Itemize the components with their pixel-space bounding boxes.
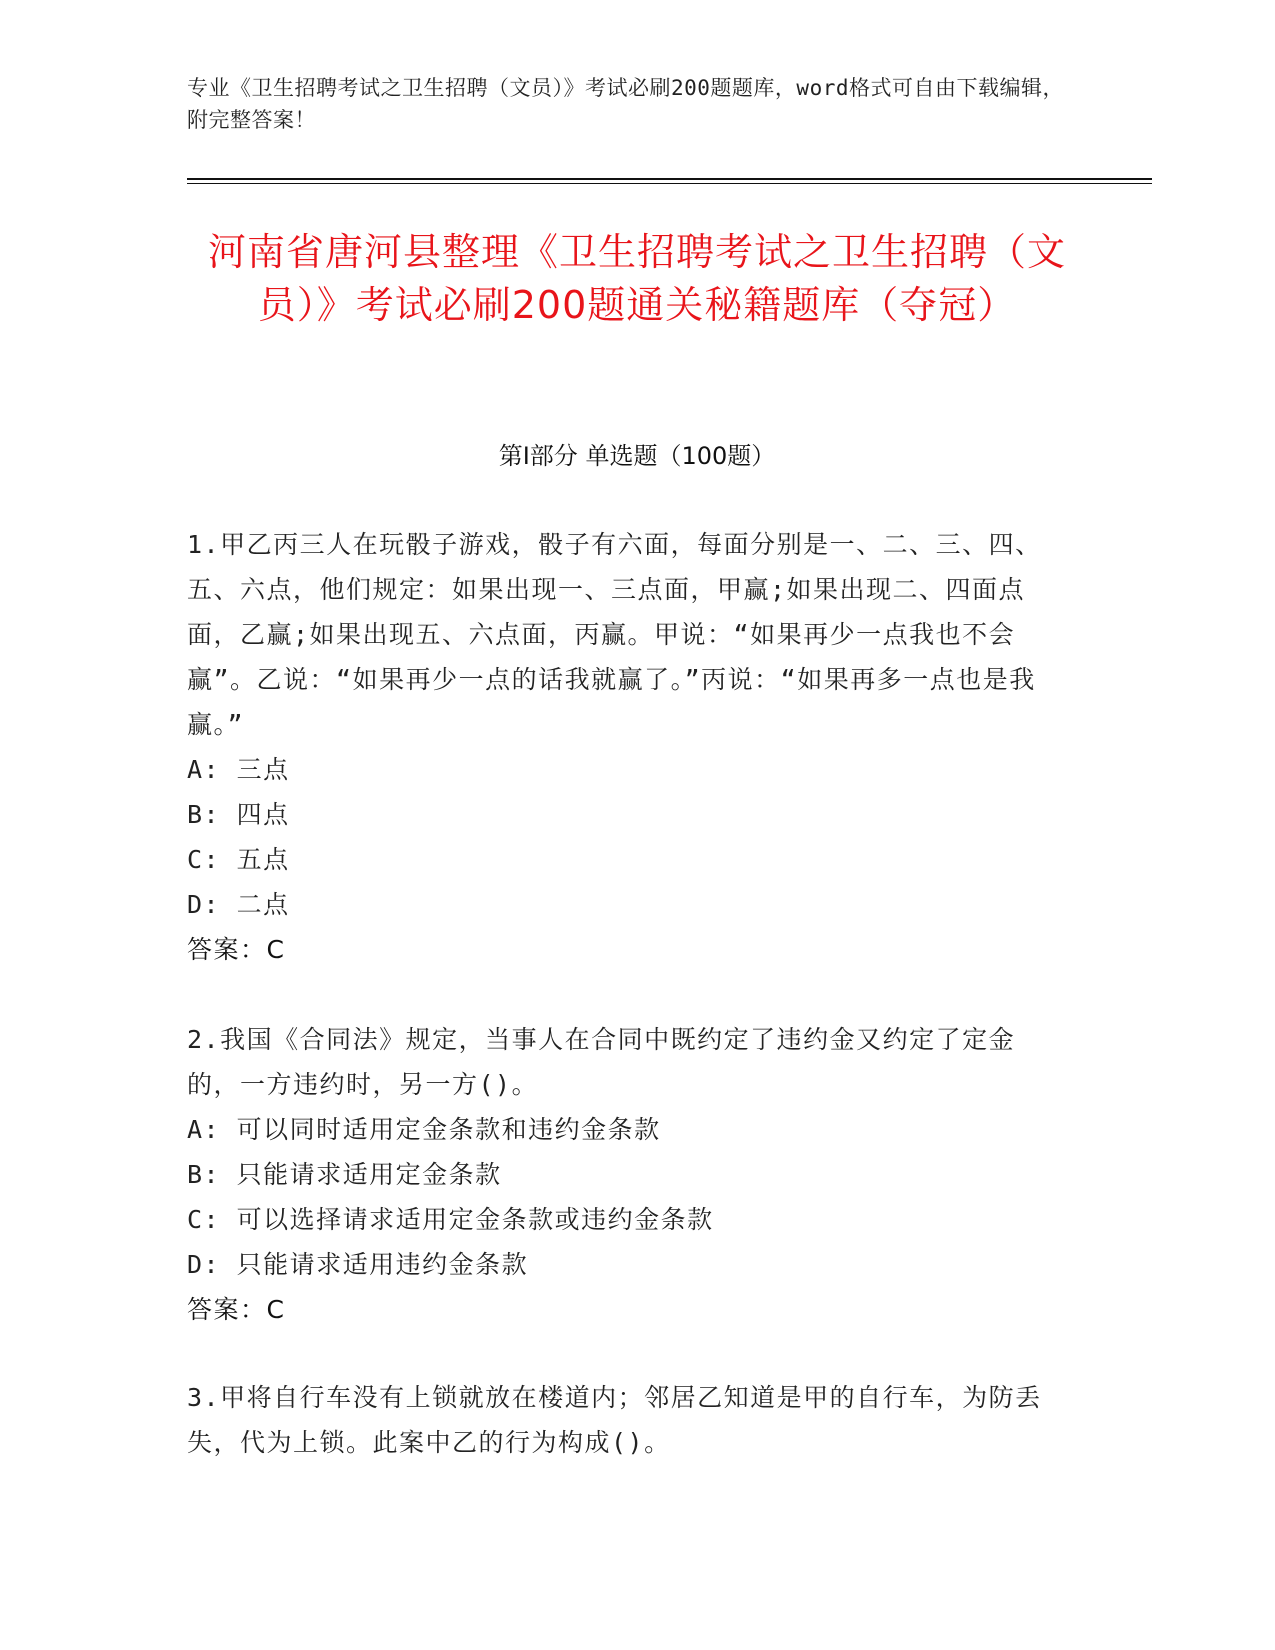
option-a: A: 可以同时适用定金条款和违约金条款 [187,1115,661,1144]
question-stem: 1.甲乙丙三人在玩骰子游戏，骰子有六面，每面分别是一、二、三、四、五、六点，他们规定：如果出现一、三点面，甲赢;如果出现二、四面点面，乙赢;如果出现五、六点面，丙赢。甲说：“如果再少一点我也不会赢”。乙说：“如果再少一点的话我就赢了。”丙说：“如果再多一点也是我赢。” [187,530,1042,739]
option-c: C: 可以选择请求适用定金条款或违约金条款 [187,1205,714,1234]
question-stem: 3.甲将自行车没有上锁就放在楼道内；邻居乙知道是甲的自行车，为防丢失，代为上锁。此案中乙的行为构成()。 [187,1383,1042,1457]
header-rule-thick [187,178,1152,180]
option-b: B: 只能请求适用定金条款 [187,1160,502,1189]
question-3 [187,1375,1067,1465]
option-d: D: 二点 [187,890,290,919]
header-note: 专业《卫生招聘考试之卫生招聘（文员）》考试必刷200题题库，word格式可自由下载编辑，附完整答案！ [187,76,1064,132]
option-d: D: 只能请求适用违约金条款 [187,1250,529,1279]
option-a: A: 三点 [187,755,290,784]
answer: 答案：C [187,935,286,964]
question-1 [187,522,1067,972]
option-c: C: 五点 [187,845,290,874]
main-title: 河南省唐河县整理《卫生招聘考试之卫生招聘（文员）》考试必刷200题通关秘籍题库（夺冠） [207,230,1066,327]
question-stem: 2.我国《合同法》规定，当事人在合同中既约定了违约金又约定了定金的，一方违约时，另一方()。 [187,1025,1016,1099]
header-rule-thin [187,183,1152,184]
answer: 答案：C [187,1295,286,1324]
option-b: B: 四点 [187,800,290,829]
section-title: 第I部分 单选题（100题） [498,442,776,470]
question-2 [187,1017,1067,1332]
